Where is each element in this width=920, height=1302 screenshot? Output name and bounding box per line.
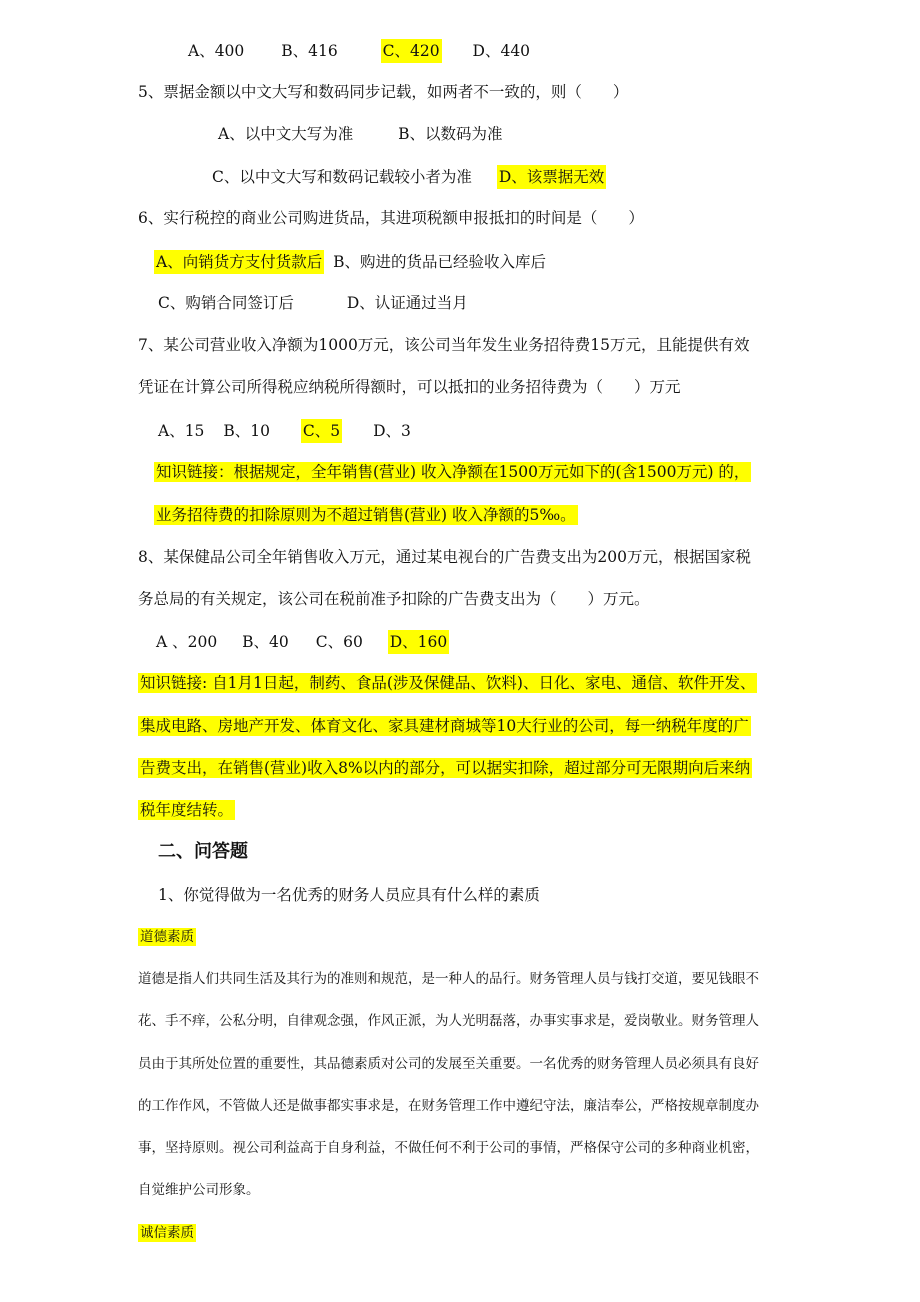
q5-option-b: B、以数码为准	[398, 125, 503, 143]
q7-knowledge-note	[154, 461, 751, 483]
q7-options	[158, 419, 411, 443]
q4-option-b: B、416	[281, 42, 338, 60]
q6-option-d: D、认证通过当月	[346, 294, 468, 312]
q7-stem-line1: 7、某公司营业收入净额为1000万元，该公司当年发生业务招待费15万元，且能提供有效	[138, 336, 750, 354]
q7-stem-line2: 凭证在计算公司所得税应纳税所得额时，可以抵扣的业务招待费为（ ）万元	[138, 378, 681, 396]
moral-paragraph-line2: 花、手不痒，公私分明，自律观念强，作风正派，为人光明磊落，办事实事求是，爱岗敬业。财务管理人	[138, 1013, 759, 1029]
q8-note-row3	[138, 757, 752, 779]
q6-stem: 6、实行税控的商业公司购进货品，其进项税额申报抵扣的时间是（ ）	[138, 209, 644, 227]
moral-paragraph-line3: 员由于其所处位置的重要性，其品德素质对公司的发展至关重要。一名优秀的财务管理人员必须具有良好	[138, 1056, 759, 1072]
q6-options-cd	[158, 292, 468, 314]
q7-option-b: B、10	[223, 422, 270, 440]
q8-stem-line2: 务总局的有关规定，该公司在税前准予扣除的广告费支出为（ ）万元。	[138, 590, 650, 608]
moral-paragraph-line4: 的工作作风，不管做人还是做事都实事求是，在财务管理工作中遵纪守法，廉洁奉公，严格按规章制度办	[138, 1098, 759, 1114]
q8-options	[156, 630, 449, 654]
q6-option-b: B、购进的货品已经验收入库后	[333, 253, 547, 271]
q8-note-row4	[138, 799, 235, 821]
q6-option-c: C、购销合同签订后	[158, 294, 294, 312]
essay-question-1: 1、你觉得做为一名优秀的财务人员应具有什么样的素质	[158, 886, 540, 904]
q8-note-line1: 知识链接: 自1月1日起，制药、食品(涉及保健品、饮料)、日化、家电、通信、软件开发、	[140, 674, 756, 692]
q5-option-d-answer: D、该票据无效	[497, 165, 606, 189]
q8-option-a: A 、200	[156, 633, 218, 651]
moral-paragraph-line5: 事，坚持原则。视公司利益高于自身利益，不做任何不利于公司的事情，严格保守公司的多种商业机密，	[138, 1140, 759, 1156]
q7-option-d: D、3	[373, 422, 411, 440]
q8-stem-line1: 8、某保健品公司全年销售收入万元，通过某电视台的广告费支出为200万元，根据国家税	[138, 548, 751, 566]
q5-option-a: A、以中文大写为准	[218, 125, 354, 143]
q5-options-cd	[212, 165, 606, 189]
q8-option-d-answer: D、160	[388, 630, 450, 654]
moral-heading: 道德素质	[140, 929, 194, 945]
q5-option-c: C、以中文大写和数码记载较小者为准	[212, 168, 472, 186]
q8-note-line4: 税年度结转。	[140, 801, 234, 819]
q7-note-line2: 业务招待费的扣除原则为不超过销售(营业) 收入净额的5‰。	[156, 506, 576, 524]
honesty-heading-row	[138, 1222, 196, 1244]
q4-option-d: D、440	[472, 42, 531, 60]
moral-heading-row	[138, 926, 196, 948]
q8-option-b: B、40	[242, 633, 289, 651]
honesty-heading: 诚信素质	[140, 1225, 194, 1241]
q7-knowledge-note-cont	[154, 504, 578, 526]
q6-option-a-answer: A、向销货方支付货款后	[154, 250, 324, 274]
q7-option-a: A、15	[158, 422, 205, 440]
q4-option-c-answer: C、420	[381, 39, 442, 63]
section-title: 二、问答题	[158, 841, 248, 862]
moral-paragraph-line6: 自觉维护公司形象。	[138, 1182, 260, 1198]
q8-note-line2: 集成电路、房地产开发、体育文化、家具建材商城等10大行业的公司，每一纳税年度的广	[140, 717, 749, 735]
q8-knowledge-note	[138, 672, 757, 694]
q7-option-c-answer: C、5	[301, 419, 342, 443]
q7-note-line1: 知识链接：根据规定，全年销售(营业) 收入净额在1500万元如下的(含1500万元) 的，	[156, 463, 750, 481]
moral-paragraph-line1: 道德是指人们共同生活及其行为的准则和规范，是一种人的品行。财务管理人员与钱打交道，要见钱眼不	[138, 971, 759, 987]
q4-options	[188, 39, 530, 63]
q8-note-row2	[138, 715, 751, 737]
q4-option-a: A、400	[188, 42, 245, 60]
q5-stem: 5、票据金额以中文大写和数码同步记载，如两者不一致的，则（ ）	[138, 83, 629, 101]
q8-option-c: C、60	[315, 633, 363, 651]
q6-options-ab	[154, 250, 546, 274]
q8-note-line3: 告费支出，在销售(营业)收入8%以内的部分，可以据实扣除，超过部分可无限期向后来纳	[140, 759, 751, 777]
q5-options-ab	[218, 123, 503, 145]
